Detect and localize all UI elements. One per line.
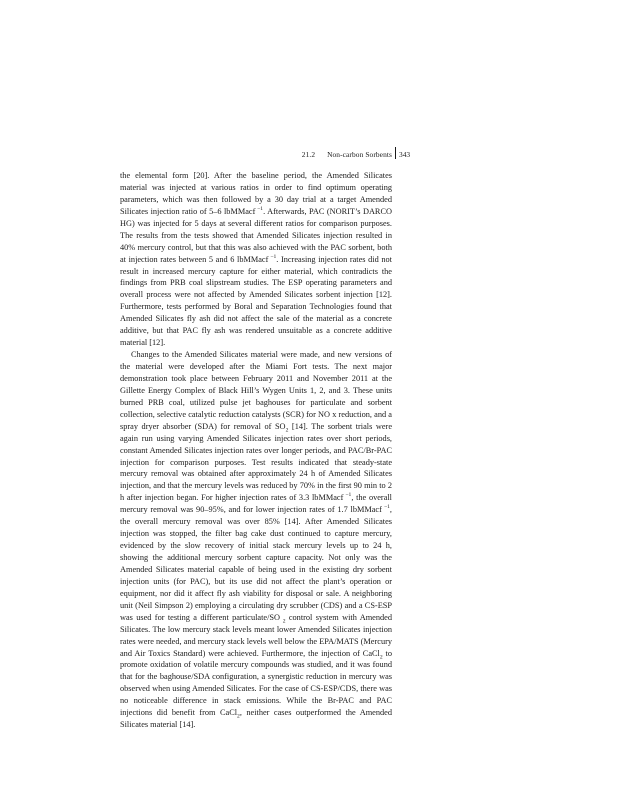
subscript: 2 xyxy=(379,654,383,661)
paragraph-2 xyxy=(120,349,392,731)
text-run: . Afterwards, PAC (NORIT’s DARCO HG) was injected for 5 days at several different ratios for comparison purposes. The results from the tests showed that Amended Silicates injection resulted in 40% mercury control, but that this was also achieved with the PAC sorbent, both at injection rates between 5 and 6 lbMMacf xyxy=(120,206,392,264)
superscript: −1 xyxy=(255,206,264,213)
text-run: , neither cases outperformed the Amended Silicates material [14]. xyxy=(120,708,392,730)
subscript: 2 xyxy=(280,618,286,625)
running-header xyxy=(120,150,392,159)
header-divider xyxy=(395,147,396,159)
page-number: 343 xyxy=(399,150,411,159)
subscript: 2 xyxy=(285,427,289,434)
superscript: −1 xyxy=(381,504,390,511)
text-run: Changes to the Amended Silicates material were made, and new versions of the material were developed after the Miami Fort tests. The next major demonstration took place between February 2011 and November 2011 at the Gillette Energy Complex of Black Hill’s Wygen Units 1, 2, and 3. These units burned PRB coal, utilized pulse jet baghouses for particulate and sorbent collection, selective catalytic reduction catalysts (SCR) for NO x reduction, and a spray dryer absorber (SDA) for removal of SO xyxy=(120,350,392,431)
text-run: [14]. The sorbent trials were again run using varying Amended Silicates injection rates over short periods, constant Amended Silicates injection rates over longer periods, and PAC/Br-PAC injection for comparison purposes. Test results indicated that steady-state mercury removal was obtained after approximately 24 h of Amended Silicates injection, and that the mercury levels was reduced by 70% in the first 90 min to 2 h after injection began. For higher injection rates of 3.3 lbMMacf xyxy=(120,421,393,503)
section-number: 21.2 xyxy=(301,150,316,159)
text-run: to promote oxidation of volatile mercury compounds was studied, and it was found that for the baghouse/SDA configuration, a synergistic reduction in mercury was observed when using Amended Silicates. For the case of CS-ESP/CDS, there was no noticeable difference in stack emissions. While the Br-PAC and PAC injections did benefit from CaCl xyxy=(120,648,392,718)
section-title: Non-carbon Sorbents xyxy=(327,150,392,159)
text-run: the elemental form [20]. After the baseline period, the Amended Silicates material was injected at various ratios in order to find optimum operating parameters, which was then followed by a 30 day trial at a target Amended Silicates injection ratio of 5–6 lbMMacf xyxy=(120,171,392,216)
text-run: . Increasing injection rates did not result in increased mercury capture for either material, which contradicts the findings from PRB coal slipstream studies. The ESP operating parameters and overall process were not affected by Amended Silicates sorbent injection [12]. Furthermore, tests performed by Boral and Separation Technologies found that Amended Silicates fly ash did not affect the sale of the material as a concrete additive, but that PAC fly ash was rendered unsuitable as a concrete additive material [12]. xyxy=(120,254,392,348)
superscript: −1 xyxy=(268,253,277,260)
text-run: , the overall mercury removal was over 85% [14]. After Amended Silicates injection was stopped, the filter bag cake dust continued to capture mercury, evidenced by the slow recovery of initial stack mercury levels up to 24 h, showing the additional mercury sorbent capture capacity. Not only was the Amended Silicates material capable of being used in the existing dry sorbent injection units (for PAC), but its use did not affect the plant’s operation or equipment, nor did it affect fly ash viability for disposal or sale. A neighboring unit (Neil Simpson 2) employing a circulating dry scrubber (CDS) and a CS-ESP was used for testing a different particulate/SO xyxy=(120,505,392,622)
text-run: control system with Amended Silicates. The low mercury stack levels meant lower Amended Silicates injection rates were needed, and mercury stack levels well below the EPA/MATS (Mercury and Air Toxics Standard) were achieved. Furthermore, the injection of CaCl xyxy=(120,612,392,658)
text-run: , the overall mercury removal was 90–95%, and for lower injection rates of 1.7 lbMMacf xyxy=(120,493,392,515)
body-text xyxy=(120,170,392,731)
superscript: −1 xyxy=(343,492,352,499)
subscript: 2 xyxy=(237,713,240,720)
paragraph-1 xyxy=(120,170,392,349)
